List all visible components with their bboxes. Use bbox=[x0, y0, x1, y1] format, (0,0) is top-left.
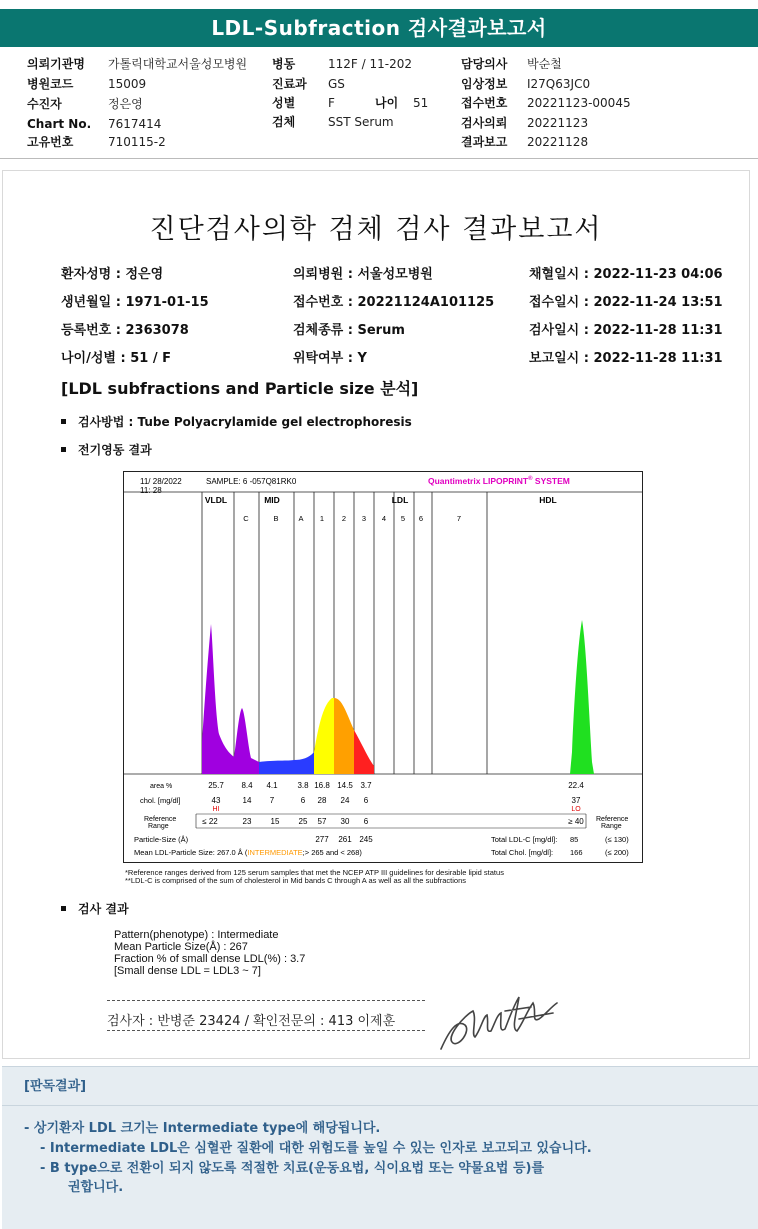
result-details bbox=[114, 929, 305, 977]
profile-mid-a bbox=[294, 752, 314, 774]
info-value-doctor: 박순철 bbox=[527, 57, 562, 71]
band-label-2: 2 bbox=[341, 514, 347, 523]
info-value-institution: 가톨릭대학교서울성모병원 bbox=[108, 57, 248, 71]
info-value-report-date: 20221128 bbox=[527, 135, 589, 149]
info-value-specimen: SST Serum bbox=[328, 115, 394, 129]
info-value-chart-no: 7617414 bbox=[108, 117, 162, 131]
patient-name: 환자성명 : 정은영 bbox=[61, 267, 164, 282]
band-label-4: 4 bbox=[381, 514, 387, 523]
reference-a: 25 bbox=[298, 817, 308, 826]
info-value-ward: 112F / 11-202 bbox=[328, 57, 412, 71]
profile-hdl bbox=[570, 620, 594, 774]
chart-footnote-1: *Reference ranges derived from 125 serum samples that met the NCEP ATP III guidelines for desirable lipid status bbox=[125, 868, 504, 877]
referring-hospital: 의뢰병원 : 서울성모병원 bbox=[293, 267, 433, 282]
total-ldl-value: 85 bbox=[570, 835, 579, 844]
chol-c: 14 bbox=[242, 796, 252, 805]
flag-hdl-lo: LO bbox=[571, 806, 581, 813]
info-label-ward: 병동 bbox=[272, 57, 296, 71]
test-datetime: 검사일시 : 2022-11-28 11:31 bbox=[529, 323, 723, 338]
band-label-c: C bbox=[243, 514, 249, 523]
info-label-institution: 의뢰기관명 bbox=[27, 57, 85, 71]
profile-vldl bbox=[202, 624, 234, 774]
region-label-hdl: HDL bbox=[539, 495, 557, 505]
total-chol-ref: (≤ 200) bbox=[605, 848, 629, 857]
info-label-receipt-no: 접수번호 bbox=[461, 96, 508, 110]
band-label-b: B bbox=[273, 514, 279, 523]
age-sex: 나이/성별 : 51 / F bbox=[61, 351, 172, 366]
chart-brand bbox=[428, 475, 570, 486]
report-header-title: LDL-Subfraction 검사결과보고서 bbox=[0, 9, 758, 47]
area-pct-a: 3.8 bbox=[297, 781, 309, 790]
signature-divider-top bbox=[107, 1000, 425, 1001]
right-ref-label-1: Reference bbox=[596, 816, 629, 823]
specimen-type: 검체종류 : Serum bbox=[293, 323, 405, 338]
profile-mid-b bbox=[259, 760, 294, 774]
reference-3: 6 bbox=[363, 817, 369, 826]
total-ldl-ref: (≤ 130) bbox=[605, 835, 629, 844]
info-label-specimen: 검체 bbox=[272, 115, 296, 129]
band-label-5: 5 bbox=[400, 514, 406, 523]
reference-1: 57 bbox=[317, 817, 327, 826]
bullet-square bbox=[61, 419, 66, 424]
bullet-square bbox=[61, 447, 66, 452]
chart-marks bbox=[124, 492, 642, 857]
info-value-department: GS bbox=[328, 77, 345, 91]
chart-footnote-2: **LDL-C is comprised of the sum of cholesterol in Mid bands C through A as well as all the subfractions bbox=[125, 876, 467, 885]
area-pct-hdl: 22.4 bbox=[568, 781, 584, 790]
particle-size-label: Particle-Size (Å) bbox=[134, 835, 189, 844]
result-mean-size: Mean Particle Size(Å) : 267 bbox=[114, 941, 248, 953]
info-label-doctor: 담당의사 bbox=[461, 57, 508, 71]
profile-mid-c bbox=[234, 708, 259, 774]
area-pct-2: 14.5 bbox=[337, 781, 353, 790]
info-label-age: 나이 bbox=[375, 96, 399, 110]
method-text: 검사방법 : Tube Polyacrylamide gel electrophoresis bbox=[78, 415, 412, 429]
receipt-number: 접수번호 : 20221124A101125 bbox=[293, 295, 495, 310]
chol-1: 28 bbox=[317, 796, 327, 805]
outsourced-flag: 위탁여부 : Y bbox=[293, 351, 367, 366]
interpretation-line-1: - 상기환자 LDL 크기는 Intermediate type에 해당됩니다. bbox=[24, 1121, 381, 1136]
info-label-unique-no: 고유번호 bbox=[27, 135, 74, 149]
info-value-sex: F bbox=[328, 96, 335, 110]
interpretation-panel bbox=[2, 1066, 758, 1229]
signature-line: 검사자 : 반병준 23424 / 확인전문의 : 413 이제훈 bbox=[107, 1014, 396, 1029]
region-label-mid: MID bbox=[264, 495, 280, 505]
birth-date: 생년월일 : 1971-01-15 bbox=[61, 295, 209, 310]
total-chol-label: Total Chol. [mg/dl]: bbox=[491, 848, 554, 857]
band-label-1: 1 bbox=[319, 514, 325, 523]
mean-size-line: Mean LDL-Particle Size: 267.0 Å (INTERMEDIATE;> 265 and < 268) bbox=[134, 848, 362, 857]
chol-3: 6 bbox=[363, 796, 369, 805]
profile-ldl1 bbox=[314, 698, 334, 774]
band-label-3: 3 bbox=[361, 514, 367, 523]
area-pct-c: 8.4 bbox=[241, 781, 253, 790]
reference-vldl: ≤ 22 bbox=[202, 817, 218, 826]
chol-hdl: 37 bbox=[571, 796, 581, 805]
chol-2: 24 bbox=[340, 796, 350, 805]
electrophoresis-plot bbox=[124, 472, 642, 862]
ref-row-label-2: Range bbox=[148, 823, 169, 830]
result-heading-text: 검사 결과 bbox=[78, 902, 129, 916]
total-ldl-label: Total LDL-C [mg/dl]: bbox=[491, 835, 558, 844]
area-pct-vldl: 25.7 bbox=[208, 781, 224, 790]
interpretation-line-2: - Intermediate LDL은 심혈관 질환에 대한 위험도를 높일 수 있는 인자로 보고되고 있습니다. bbox=[40, 1141, 592, 1156]
electrophoresis-heading bbox=[61, 441, 152, 458]
ref-row-label-1: Reference bbox=[144, 816, 177, 823]
header-divider bbox=[0, 158, 758, 159]
result-pattern: Pattern(phenotype) : Intermediate bbox=[114, 929, 279, 941]
info-value-clinical-info: I27Q63JC0 bbox=[527, 77, 591, 91]
chart-date: 11/ 28/2022 bbox=[140, 477, 182, 486]
band-label-7: 7 bbox=[456, 514, 462, 523]
electrophoresis-text: 전기영동 결과 bbox=[78, 443, 152, 457]
profile-ldl2 bbox=[334, 698, 354, 774]
reference-hdl: ≥ 40 bbox=[568, 817, 584, 826]
info-value-request-date: 20221123 bbox=[527, 116, 589, 130]
report-document bbox=[2, 170, 750, 1059]
chart-brand-suffix: SYSTEM bbox=[532, 476, 570, 486]
particle-size-3: 245 bbox=[359, 835, 373, 844]
region-label-ldl: LDL bbox=[391, 495, 409, 505]
lipoprint-chart bbox=[123, 471, 643, 863]
chart-time: 11: 28 bbox=[140, 486, 162, 495]
reference-c: 23 bbox=[242, 817, 252, 826]
reference-2: 30 bbox=[340, 817, 350, 826]
result-heading bbox=[61, 900, 129, 917]
info-value-receipt-no: 20221123-00045 bbox=[527, 96, 631, 110]
chart-brand-mark: ® bbox=[528, 476, 533, 482]
info-value-unique-no: 710115-2 bbox=[108, 135, 166, 149]
chol-b: 7 bbox=[269, 796, 275, 805]
total-chol-value: 166 bbox=[570, 848, 583, 857]
interpretation-line-3: - B type으로 전환이 되지 않도록 적절한 치료(운동요법, 식이요법 또는 약물요법 등)를 bbox=[40, 1161, 545, 1176]
info-value-hospital-code: 15009 bbox=[108, 77, 147, 91]
band-label-6: 6 bbox=[418, 514, 424, 523]
registration-number: 등록번호 : 2363078 bbox=[61, 323, 189, 338]
section-title: [LDL subfractions and Particle size 분석] bbox=[61, 379, 419, 398]
chol-vldl: 43 bbox=[211, 796, 221, 805]
chart-brand-name: Quantimetrix LIPOPRINT bbox=[428, 476, 529, 486]
info-label-hospital-code: 병원코드 bbox=[27, 77, 74, 91]
bullet-square bbox=[61, 906, 66, 911]
report-title: 진단검사의학 검체 검사 결과보고서 bbox=[149, 214, 603, 245]
area-pct-3: 3.7 bbox=[360, 781, 372, 790]
info-value-age: 51 bbox=[413, 96, 429, 110]
method-line bbox=[61, 413, 412, 430]
receipt-datetime: 접수일시 : 2022-11-24 13:51 bbox=[529, 295, 723, 310]
info-label-sex: 성별 bbox=[272, 96, 296, 110]
area-pct-b: 4.1 bbox=[266, 781, 278, 790]
profile-ldl3 bbox=[354, 730, 374, 774]
report-datetime: 보고일시 : 2022-11-28 11:31 bbox=[529, 351, 723, 366]
interpretation-title: [판독결과] bbox=[24, 1079, 87, 1094]
info-value-patient: 정은영 bbox=[108, 97, 143, 111]
info-label-report-date: 결과보고 bbox=[461, 135, 508, 149]
info-label-chart-no: Chart No. bbox=[27, 117, 92, 131]
flag-vldl-hi: HI bbox=[212, 806, 220, 813]
result-small-dense-definition: [Small dense LDL = LDL3 ~ 7] bbox=[114, 965, 261, 977]
info-label-clinical-info: 임상정보 bbox=[461, 77, 508, 91]
region-label-vldl: VLDL bbox=[204, 495, 228, 505]
handwritten-signature bbox=[435, 989, 565, 1057]
area-pct-1: 16.8 bbox=[314, 781, 330, 790]
particle-size-1: 277 bbox=[315, 835, 329, 844]
area-row-label: area % bbox=[150, 783, 173, 790]
chart-sample-id: SAMPLE: 6 -057Q81RK0 bbox=[206, 477, 297, 486]
signature-divider-bottom bbox=[107, 1030, 425, 1031]
collection-datetime: 채혈일시 : 2022-11-23 04:06 bbox=[529, 267, 723, 282]
chol-row-label: chol. [mg/dl] bbox=[140, 796, 181, 805]
interpretation-line-4: 권합니다. bbox=[68, 1180, 124, 1195]
interpretation-divider bbox=[2, 1105, 758, 1106]
right-ref-label-2: Range bbox=[601, 823, 622, 830]
band-label-a: A bbox=[298, 514, 304, 523]
chol-a: 6 bbox=[300, 796, 306, 805]
result-small-dense-fraction: Fraction % of small dense LDL(%) : 3.7 bbox=[114, 953, 306, 965]
particle-size-2: 261 bbox=[338, 835, 352, 844]
info-label-request-date: 검사의뢰 bbox=[461, 116, 508, 130]
info-label-patient: 수진자 bbox=[27, 97, 62, 111]
info-label-department: 진료과 bbox=[272, 77, 307, 91]
reference-b: 15 bbox=[270, 817, 280, 826]
